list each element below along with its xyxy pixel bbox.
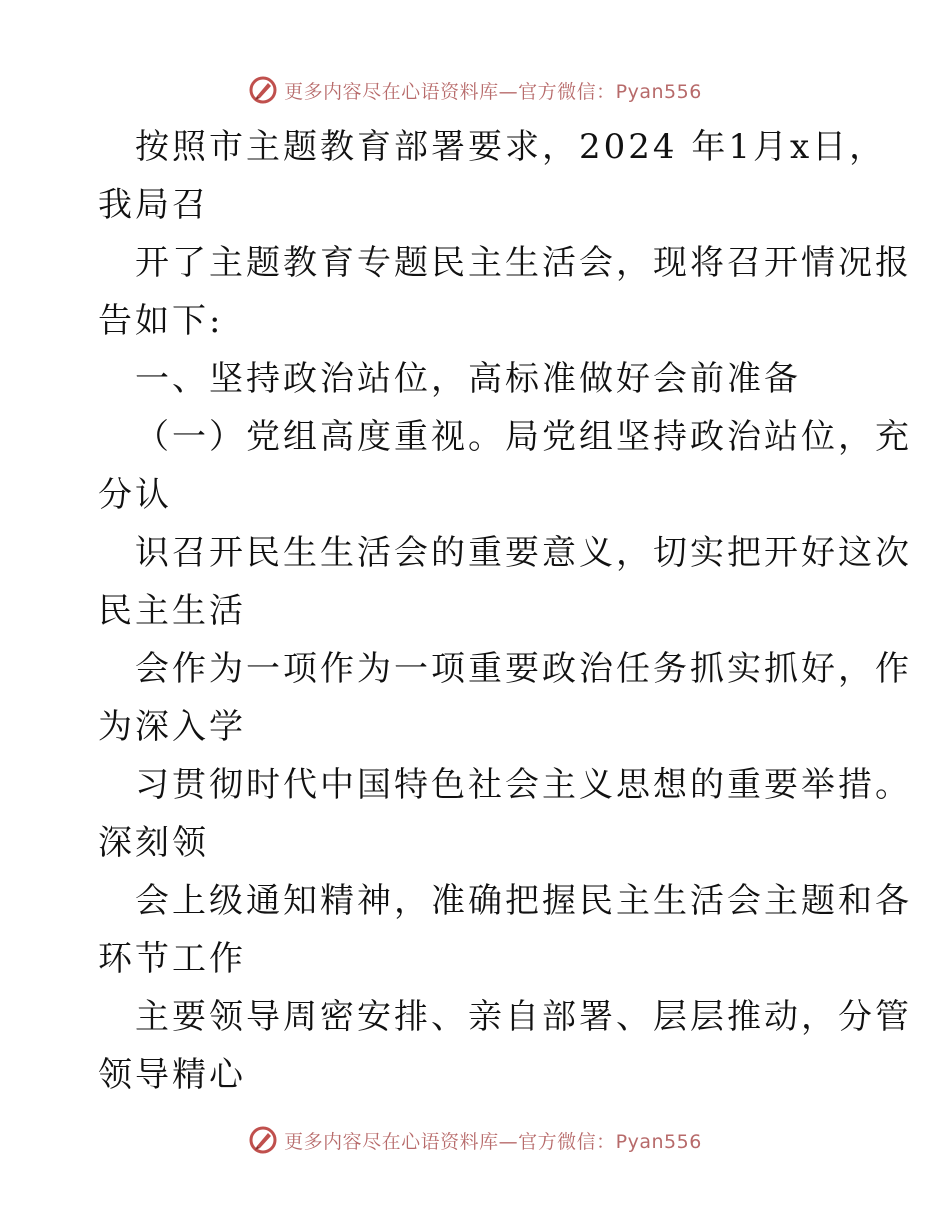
watermark-text: 更多内容尽在心语资料库—官方微信：Pyan556 <box>284 80 702 103</box>
paragraph-line: 主要领导周密安排、亲自部署、层层推动，分管 <box>135 997 912 1037</box>
paragraph-line: 识召开民生生活会的重要意义，切实把开好这次 <box>135 533 912 573</box>
paragraph-line: 民主生活 <box>98 591 246 631</box>
paragraph-line: 为深入学 <box>98 707 246 747</box>
watermark-text: 更多内容尽在心语资料库—官方微信：Pyan556 <box>284 1130 702 1153</box>
paragraph-line: 环节工作 <box>98 939 246 979</box>
paragraph-line: 分认 <box>98 475 172 515</box>
paragraph-line: （一）党组高度重视。局党组坚持政治站位，充 <box>135 417 912 457</box>
paragraph-line: 我局召 <box>98 185 209 225</box>
paragraph-line: 会上级通知精神，准确把握民主生活会主题和各 <box>135 881 912 921</box>
paragraph-line: 告如下: <box>98 301 224 341</box>
pen-logo-icon <box>248 75 278 105</box>
paragraph-line: 按照市主题教育部署要求，2024 年1月x日， <box>135 127 887 167</box>
paragraph-line: 会作为一项作为一项重要政治任务抓实抓好，作 <box>135 649 912 689</box>
header-watermark <box>0 72 950 108</box>
footer-watermark <box>0 1122 950 1158</box>
pen-logo-icon <box>248 1125 278 1155</box>
paragraph-line: 领导精心 <box>98 1055 246 1095</box>
paragraph-line: 深刻领 <box>98 823 209 863</box>
paragraph-line: 开了主题教育专题民主生活会，现将召开情况报 <box>135 243 912 283</box>
section-heading: 一、坚持政治站位，高标准做好会前准备 <box>135 359 801 399</box>
paragraph-line: 习贯彻时代中国特色社会主义思想的重要举措。 <box>135 765 912 805</box>
